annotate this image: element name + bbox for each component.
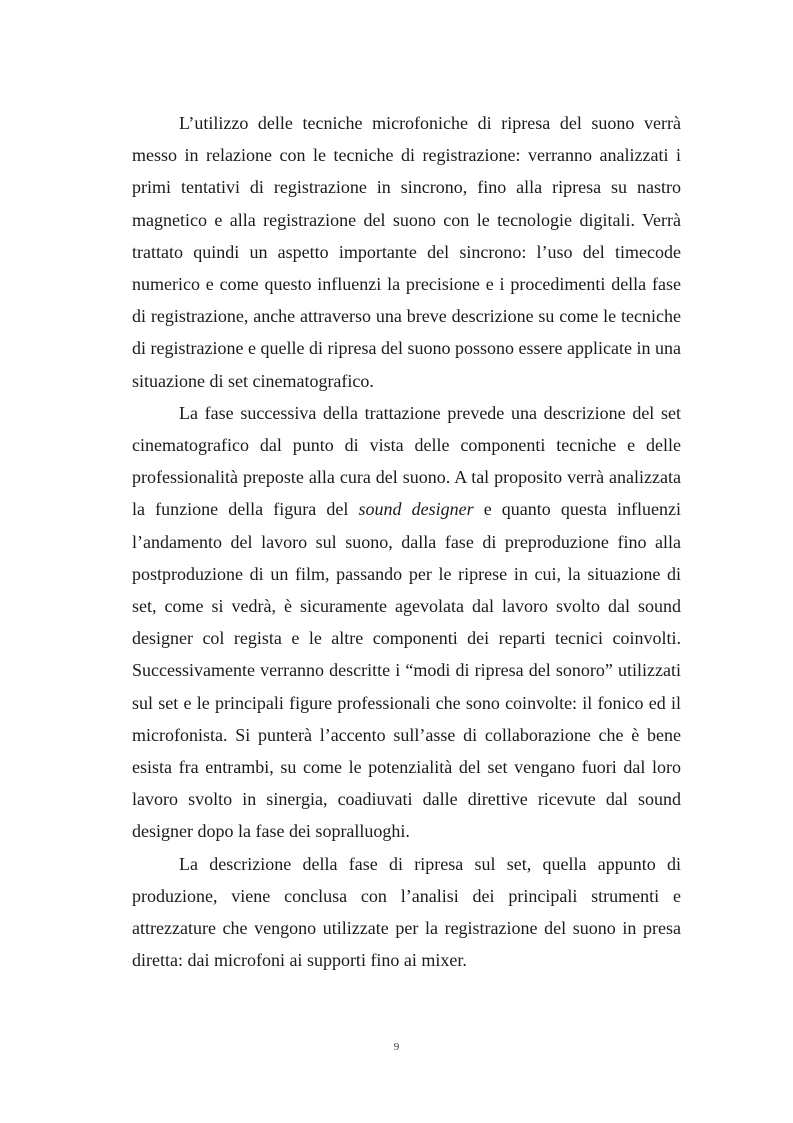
paragraph-3 bbox=[132, 848, 681, 977]
page-number: 9 bbox=[393, 1041, 400, 1053]
page-body bbox=[132, 107, 681, 976]
italic-term-sound-designer: sound designer bbox=[358, 499, 474, 520]
paragraph-2-text-part-2: e quanto questa influenzi l’andamento del lavoro sul suono, dalla fase di preproduzione fino alla postproduzione di un film, passando per le riprese in cui, la situazione di set, come si vedrà, è sicuramente agevolata dal lavoro svolto dal sound designer col regista e le altre componenti dei reparti tecnici coinvolti. Successivamente verranno descritte i “modi di ripresa del sonoro” utilizzati sul set e le principali figure professionali che sono coinvolte: il fonico ed il microfonista. Si punterà l’accento sull’asse di collaborazione che è bene esista fra entrambi, su come le potenzialità del set vengano fuori dal loro lavoro svolto in sinergia, coadiuvati dalle direttive ricevute dal sound designer dopo la fase dei sopralluoghi. bbox=[132, 499, 681, 842]
paragraph-1-text: L’utilizzo delle tecniche microfoniche di ripresa del suono verrà messo in relazione con le tecniche di registrazione: verranno analizzati i primi tentativi di registrazione in sincrono, fino alla ripresa su nastro magnetico e alla registrazione del suono con le tecnologie digitali. Verrà trattato quindi un aspetto importante del sincrono: l’uso del timecode numerico e come questo influenzi la precisione e i procedimenti della fase di registrazione, anche attraverso una breve descrizione su come le tecniche di registrazione e quelle di ripresa del suono possono essere applicate in una situazione di set cinematografico. bbox=[132, 113, 681, 391]
paragraph-2-text-part-1: La fase successiva della trattazione prevede una descrizione del set cinematografico dal punto di vista delle componenti tecniche e delle professionalità preposte alla cura del suono. A tal proposito verrà analizzata la funzione della figura del bbox=[132, 402, 681, 520]
paragraph-2 bbox=[132, 397, 681, 848]
paragraph-1 bbox=[132, 107, 681, 397]
paragraph-3-text: La descrizione della fase di ripresa sul set, quella appunto di produzione, viene conclusa con l’analisi dei principali strumenti e attrezzature che vengono utilizzate per la registrazione del suono in presa diretta: dai microfoni ai supporti fino ai mixer. bbox=[132, 853, 681, 971]
